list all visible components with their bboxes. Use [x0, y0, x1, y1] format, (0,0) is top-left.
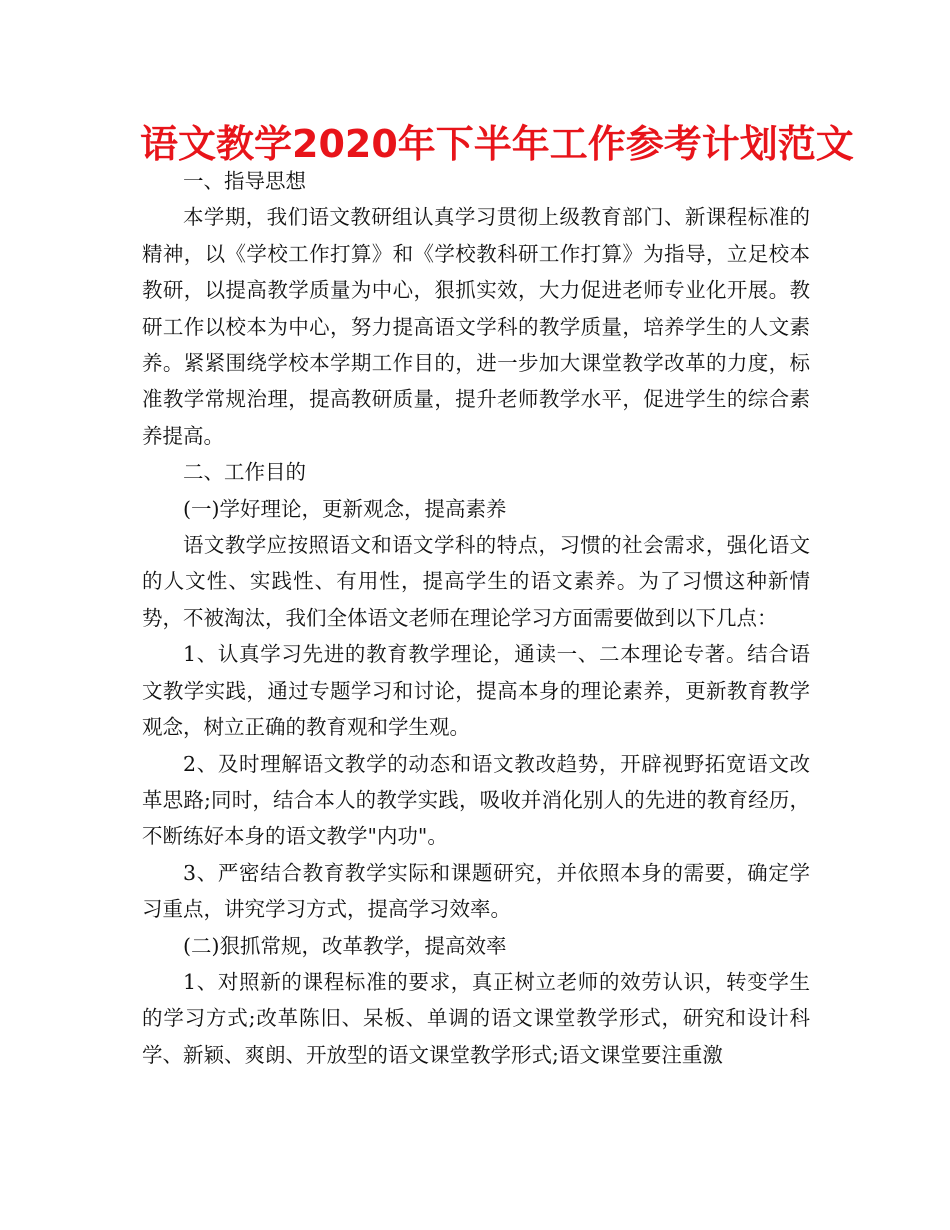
- list-item-routine-1: 1、对照新的课程标准的要求，真正树立老师的效劳认识，转变学生的学习方式;改革陈旧、呆板、单调的语文课堂教学形式，研究和设计科学、新颖、爽朗、开放型的语文课堂教学形式;语文课堂要注重激: [142, 969, 810, 1067]
- paragraph-chinese-teaching: 语文教学应按照语文和语文学科的特点，习惯的社会需求，强化语文的人文性、实践性、有用性，提高学生的语文素养。为了习惯这种新情势，不被淘汰，我们全体语文老师在理论学习方面需要做到以下几点：: [142, 533, 810, 630]
- subheading-theory-study: (一)学好理论，更新观念，提高素养: [183, 496, 507, 521]
- list-item-3: 3、严密结合教育教学实际和课题研究，并依照本身的需要，确定学习重点，讲究学习方式，提高学习效率。: [142, 860, 810, 922]
- paragraph-semester-overview: 本学期，我们语文教研组认真学习贯彻上级教育部门、新课程标准的精神，以《学校工作打算》和《学校教科研工作打算》为指导，立足校本教研，以提高教学质量为中心，狠抓实效，大力促进老师专业化开展。教研工作以校本为中心，努力提高语文学科的教学质量，培养学生的人文素养。紧紧围绕学校本学期工作目的，进一步加大课堂教学改革的力度，标准教学常规治理，提高教研质量，提升老师教学水平，促进学生的综合素养提高。: [142, 205, 810, 448]
- list-item-2: 2、及时理解语文教学的动态和语文教改趋势，开辟视野拓宽语文改革思路;同时，结合本人的教学实践，吸收并消化别人的先进的教育经历，不断练好本身的语文教学"内功"。: [142, 751, 810, 849]
- subheading-routine-reform: (二)狠抓常规，改革教学，提高效率: [183, 933, 507, 958]
- heading-work-goals: 二、工作目的: [183, 460, 306, 485]
- document-body: [142, 163, 810, 1073]
- list-item-1: 1、认真学习先进的教育教学理论，通读一、二本理论专著。结合语文教学实践，通过专题学习和讨论，提高本身的理论素养，更新教育教学观念，树立正确的教育观和学生观。: [142, 642, 810, 740]
- heading-guiding-thought: 一、指导思想: [183, 169, 306, 193]
- document-title: 语文教学2020年下半年工作参考计划范文: [140, 122, 854, 166]
